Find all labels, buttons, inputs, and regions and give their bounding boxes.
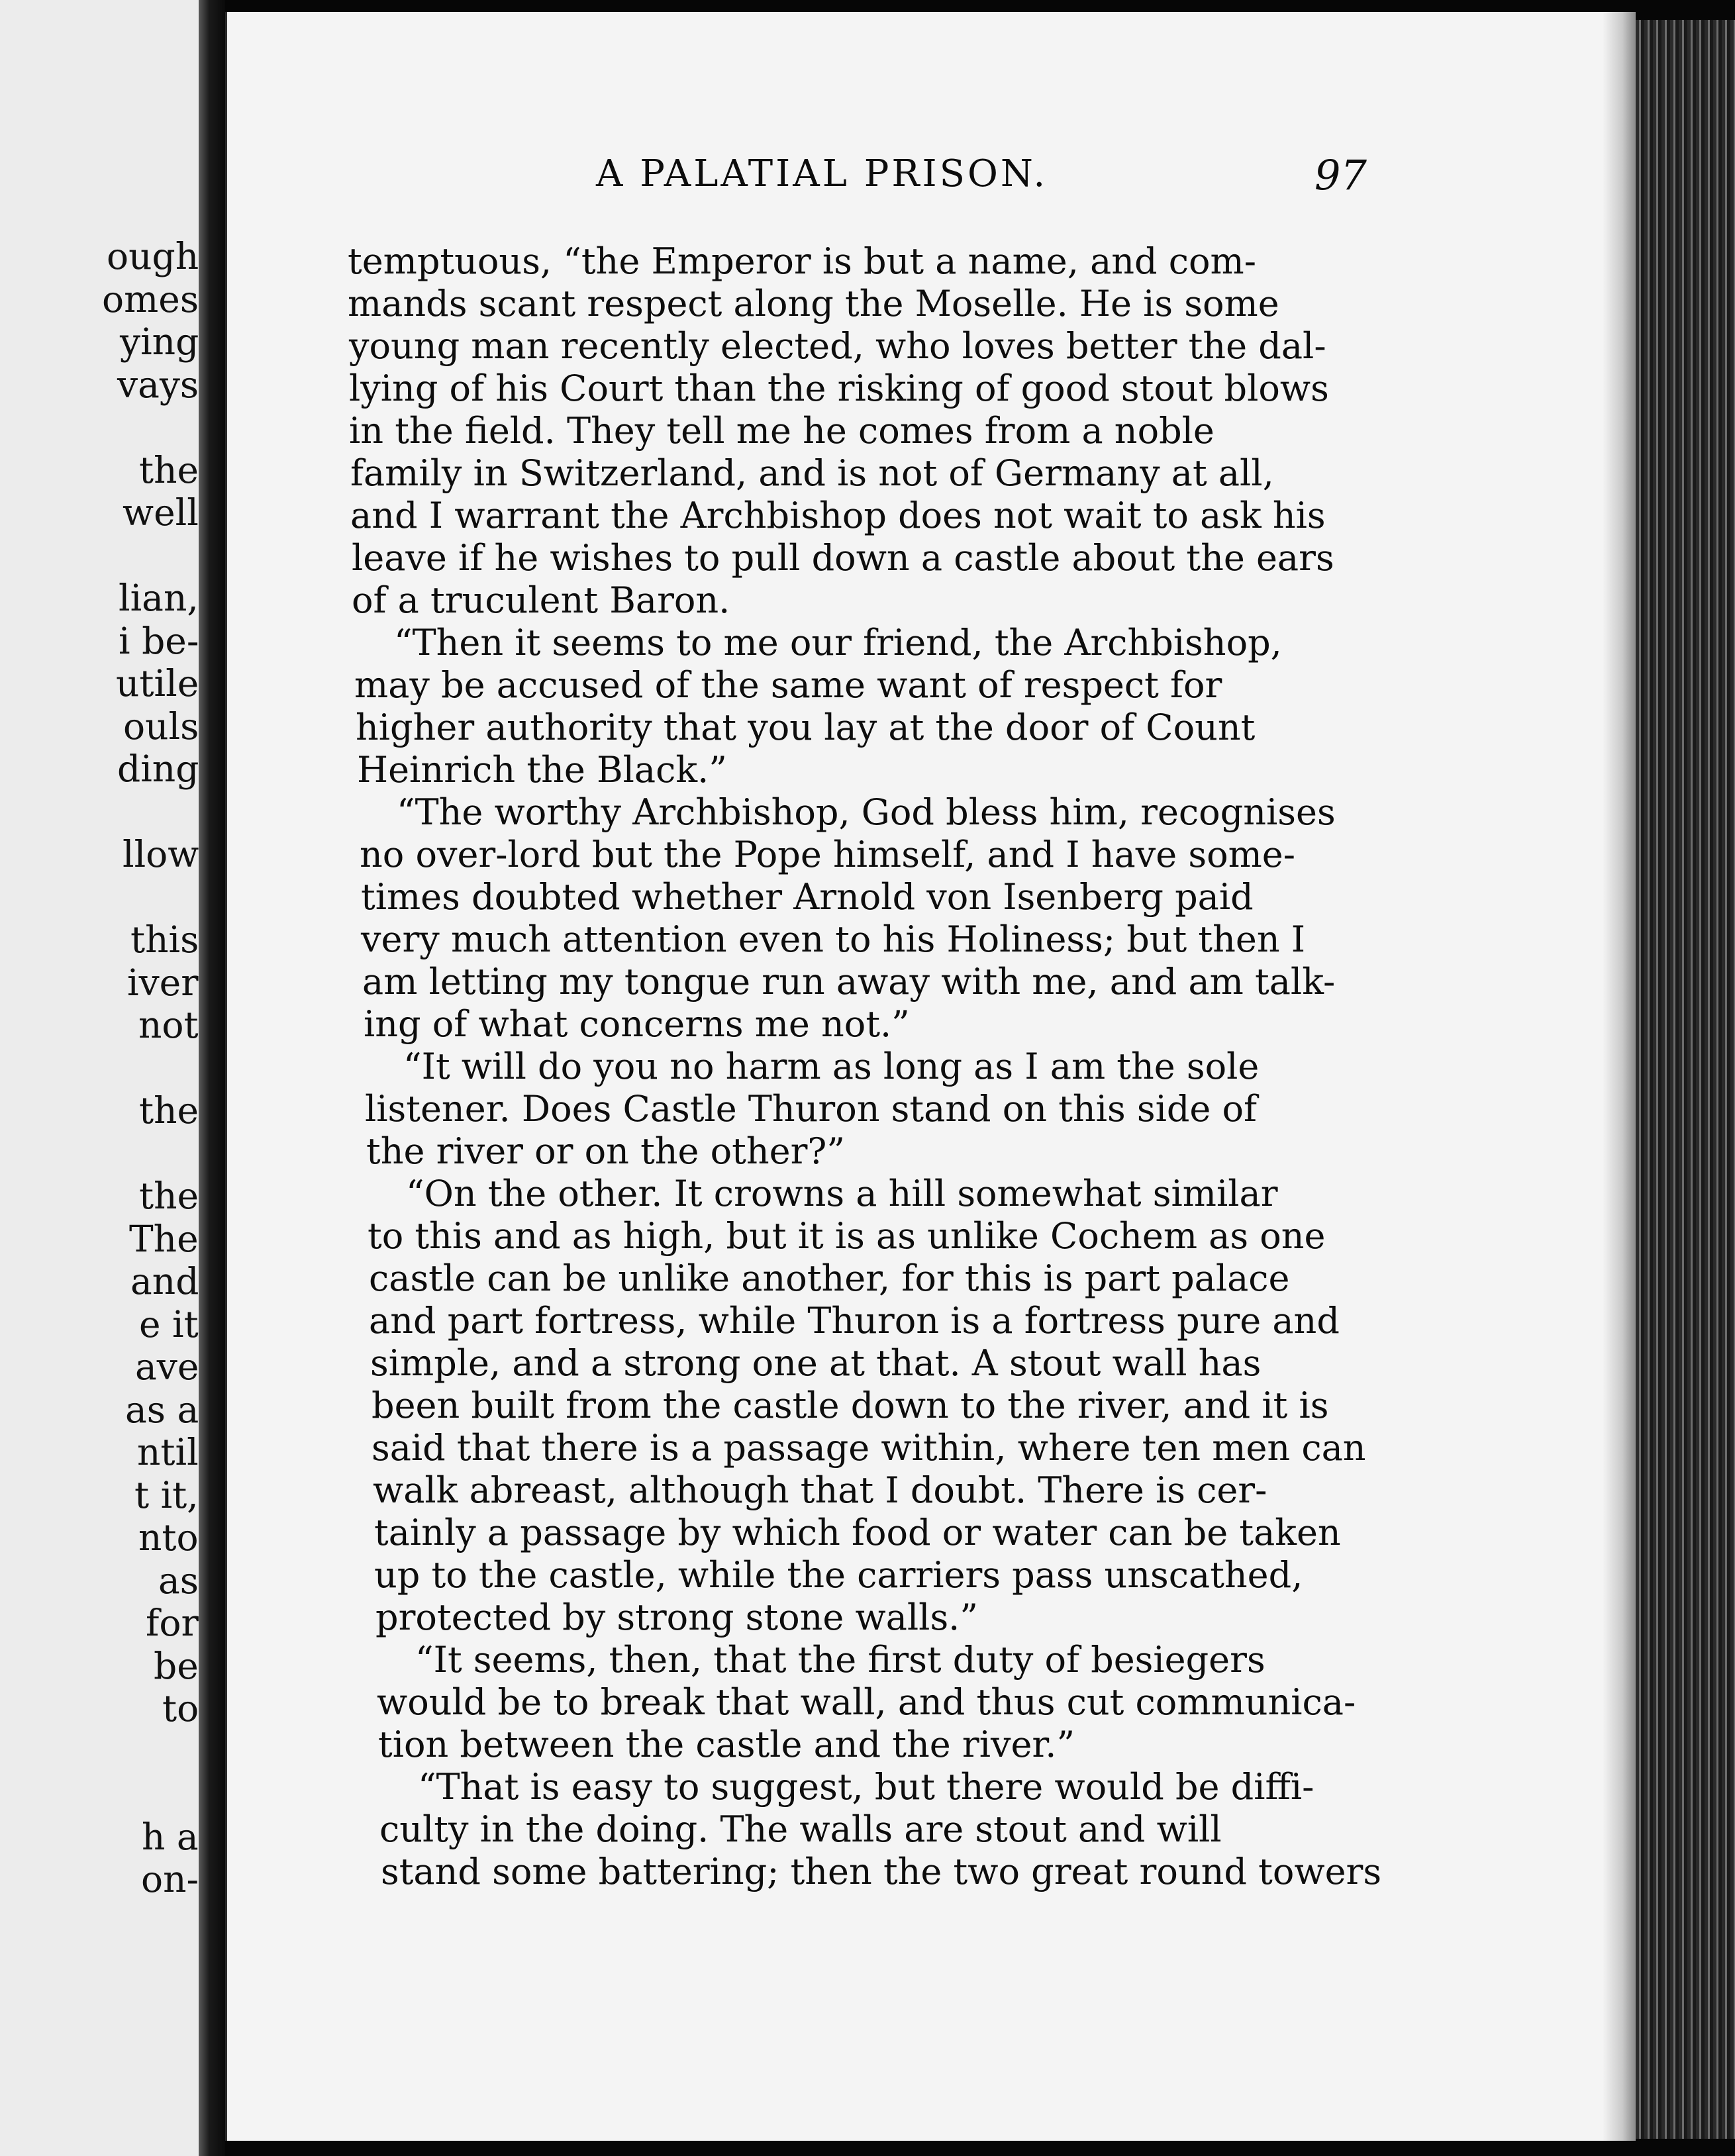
body-line: and I warrant the Archbishop does not wait to ask his bbox=[350, 495, 1326, 536]
facing-page-fragment: ying bbox=[120, 320, 199, 363]
facing-page-fragment: not bbox=[138, 1004, 199, 1046]
facing-page-fragment: i be- bbox=[119, 619, 199, 662]
body-line: no over-lord but the Pope himself, and I have some- bbox=[360, 834, 1295, 875]
facing-page-fragment: ouls bbox=[123, 705, 199, 748]
body-line: young man recently elected, who loves better the dal- bbox=[349, 325, 1326, 367]
facing-page-fragment: as a bbox=[125, 1388, 199, 1431]
facing-page-fragment: as bbox=[158, 1559, 199, 1602]
stacked-page-edges bbox=[1636, 20, 1735, 2139]
facing-page-fragment: The bbox=[129, 1217, 199, 1260]
facing-page-fragment: ntil bbox=[137, 1431, 199, 1473]
body-line: am letting my tongue run away with me, and am talk- bbox=[362, 961, 1336, 1003]
body-line: said that there is a passage within, where ten men can bbox=[372, 1427, 1366, 1469]
body-line: higher authority that you lay at the door of Count bbox=[356, 707, 1256, 748]
facing-page-fragment: vays bbox=[117, 363, 199, 406]
body-line: times doubted whether Arnold von Isenberg paid bbox=[361, 876, 1254, 918]
body-line: castle can be unlike another, for this is part palace bbox=[369, 1257, 1290, 1299]
body-line: family in Switzerland, and is not of Germany at all, bbox=[350, 452, 1274, 494]
facing-page-fragment: the bbox=[139, 448, 199, 491]
body-line: culty in the doing. The walls are stout and will bbox=[379, 1808, 1222, 1850]
body-line: may be accused of the same want of respect for bbox=[354, 664, 1222, 706]
body-line: stand some battering; then the two great round towers bbox=[381, 1851, 1382, 1892]
body-line: listener. Does Castle Thuron stand on this side of bbox=[365, 1088, 1258, 1130]
book-gutter bbox=[199, 0, 225, 2156]
facing-page-left bbox=[0, 0, 199, 2156]
facing-page-fragment: be bbox=[154, 1644, 199, 1687]
body-line: tion between the castle and the river.” bbox=[378, 1724, 1075, 1765]
body-line: walk abreast, although that I doubt. There is cer- bbox=[373, 1469, 1267, 1511]
body-line: up to the castle, while the carriers pass unscathed, bbox=[374, 1554, 1303, 1596]
facing-page-fragment: h a bbox=[142, 1815, 199, 1858]
facing-page-fragment: lian, bbox=[119, 577, 199, 619]
body-line: would be to break that wall, and thus cut communica- bbox=[377, 1681, 1356, 1723]
body-line: “It seems, then, that the first duty of besiegers bbox=[415, 1639, 1265, 1681]
body-line: and part fortress, while Thuron is a fortress pure and bbox=[369, 1300, 1340, 1342]
body-line: “That is easy to suggest, but there would be diffi- bbox=[418, 1766, 1314, 1808]
facing-page-fragment: well bbox=[123, 491, 199, 534]
body-line: temptuous, “the Emperor is but a name, and com- bbox=[348, 240, 1256, 282]
body-line: “The worthy Archbishop, God bless him, recognises bbox=[397, 791, 1336, 833]
body-line: lying of his Court than the risking of good stout blows bbox=[349, 368, 1329, 409]
facing-page-fragment: and bbox=[130, 1260, 199, 1302]
body-line: of a truculent Baron. bbox=[352, 579, 730, 621]
facing-page-fragment: this bbox=[130, 918, 199, 961]
facing-page-fragment: on- bbox=[141, 1858, 199, 1900]
page-number: 97 bbox=[1314, 151, 1367, 199]
facing-page-fragment: ave bbox=[135, 1346, 199, 1388]
body-line: protected by strong stone walls.” bbox=[375, 1596, 978, 1638]
body-line: the river or on the other?” bbox=[366, 1130, 845, 1172]
body-line: leave if he wishes to pull down a castle about the ears bbox=[352, 537, 1334, 579]
facing-page-text bbox=[0, 0, 199, 2156]
body-line: “On the other. It crowns a hill somewhat similar bbox=[406, 1173, 1278, 1214]
body-line: been built from the castle down to the river, and it is bbox=[372, 1385, 1329, 1426]
facing-page-fragment: omes bbox=[102, 277, 199, 320]
facing-page-fragment: llow bbox=[123, 833, 199, 875]
facing-page-fragment: nto bbox=[138, 1516, 199, 1559]
facing-page-fragment: ding bbox=[117, 748, 199, 790]
facing-page-fragment: the bbox=[139, 1089, 199, 1132]
running-title: A PALATIAL PRISON. bbox=[596, 152, 1048, 195]
body-line: tainly a passage by which food or water can be taken bbox=[374, 1512, 1341, 1553]
body-line: ing of what concerns me not.” bbox=[364, 1003, 910, 1045]
body-line: “It will do you no harm as long as I am the sole bbox=[403, 1046, 1260, 1087]
facing-page-fragment: ough bbox=[107, 235, 199, 277]
facing-page-fragment: to bbox=[162, 1687, 199, 1730]
facing-page-fragment: t it, bbox=[134, 1473, 199, 1516]
body-line: very much attention even to his Holiness; but then I bbox=[361, 918, 1306, 960]
facing-page-fragment: utile bbox=[116, 662, 199, 705]
body-line: to this and as high, but it is as unlike Cochem as one bbox=[368, 1215, 1326, 1257]
body-line: mands scant respect along the Moselle. He is some bbox=[348, 283, 1279, 324]
body-line: simple, and a strong one at that. A stout wall has bbox=[370, 1342, 1262, 1384]
facing-page-fragment: the bbox=[139, 1175, 199, 1217]
body-line: “Then it seems to me our friend, the Archbishop, bbox=[394, 622, 1282, 663]
facing-page-fragment: for bbox=[146, 1602, 199, 1644]
body-line: in the field. They tell me he comes from a noble bbox=[349, 410, 1214, 452]
page-edge-shadow bbox=[1603, 12, 1636, 2141]
facing-page-fragment: iver bbox=[127, 961, 199, 1004]
facing-page-fragment: e it bbox=[139, 1302, 199, 1346]
body-line: Heinrich the Black.” bbox=[357, 749, 727, 791]
